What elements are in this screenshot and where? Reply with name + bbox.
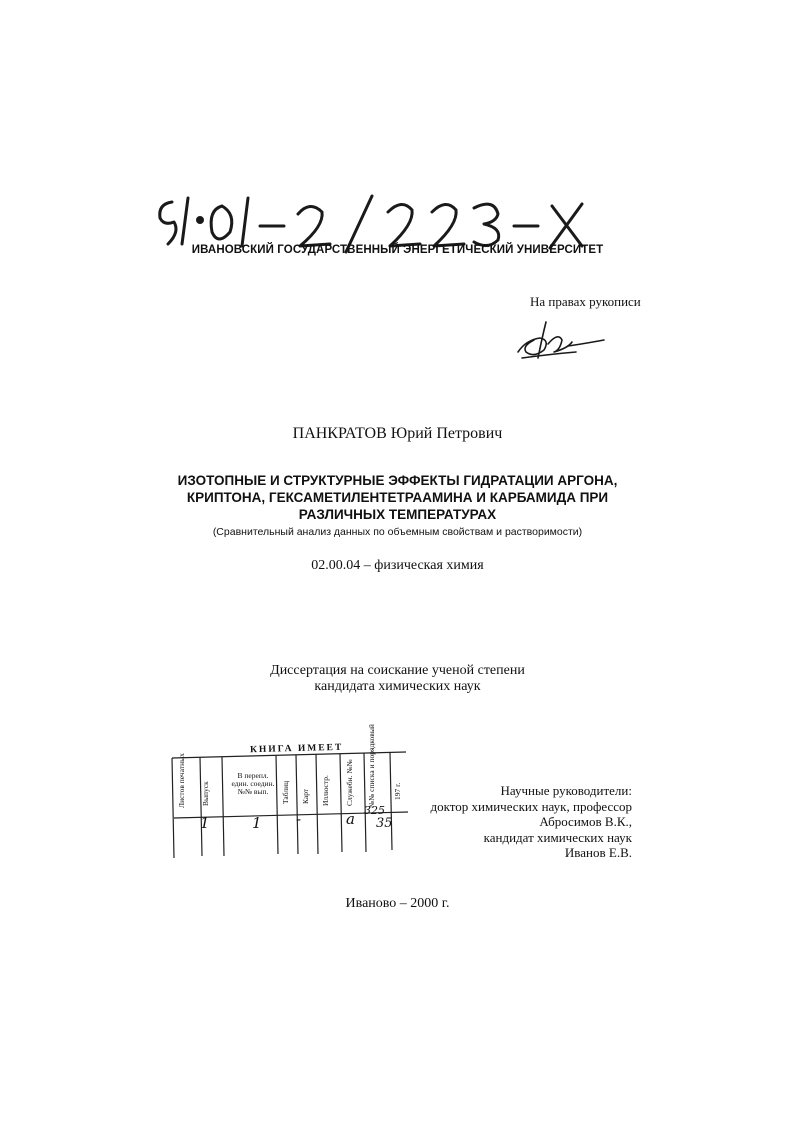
stamp-col-binding-l3: №№ вып. xyxy=(237,787,269,796)
advisors-label: Научные руководители: xyxy=(500,783,632,798)
advisor-1-name: Абросимов В.К., xyxy=(539,814,632,829)
author-name: ПАНКРАТОВ Юрий Петрович xyxy=(292,425,503,442)
stamp-value-order: 35 xyxy=(376,816,393,831)
stamp-value-service: a xyxy=(346,810,355,828)
stamp-col-maps: Карт xyxy=(301,788,310,804)
city-year: Иваново – 2000 г. xyxy=(345,896,450,911)
stamp-col-binding-l1: В перепл. xyxy=(237,771,269,780)
stamp-col-issue: Выпуск xyxy=(201,781,210,806)
title-line-2: КРИПТОНА, ГЕКСАМЕТИЛЕНТЕТРААМИНА И КАРБАМИДА ПРИ xyxy=(186,490,609,505)
title-line-1: ИЗОТОПНЫЕ И СТРУКТУРНЫЕ ЭФФЕКТЫ ГИДРАТАЦИИ АРГОНА, xyxy=(177,473,618,488)
advisors-block xyxy=(372,783,632,861)
advisor-2-degree: кандидат химических наук xyxy=(483,829,632,845)
dissertation-subtitle: (Сравнительный анализ данных по объемным свойствам и растворимости) xyxy=(212,526,583,538)
advisor-1-degree: доктор химических наук, профессор xyxy=(430,798,632,814)
degree-line-1: Диссертация на соискание ученой степени xyxy=(270,663,525,678)
university-name: ИВАНОВСКИЙ ГОСУДАРСТВЕННЫЙ ЭНЕРГЕТИЧЕСКИЙ УНИВЕРСИТЕТ xyxy=(191,244,604,256)
stamp-col-tables: Таблиц xyxy=(281,780,290,804)
specialty: 02.00.04 – физическая химия xyxy=(311,558,484,573)
title-line-3: РАЗЛИЧНЫХ ТЕМПЕРАТУРАХ xyxy=(298,507,497,522)
stamp-col-binding xyxy=(228,772,278,796)
stamp-col-binding-l2: един. соедин. xyxy=(231,779,275,788)
stamp-value-sheets: 1 xyxy=(200,814,210,832)
degree-line-2: кандидата химических наук xyxy=(314,679,481,694)
signature-icon xyxy=(512,318,612,362)
stamp-title: КНИГА ИМЕЕТ xyxy=(249,742,344,756)
stamp-col-illustrations: Иллюстр. xyxy=(321,775,330,806)
advisor-2-name: Иванов Е.В. xyxy=(564,845,632,860)
dissertation-title xyxy=(0,472,795,523)
rights-note: На правах рукописи xyxy=(530,294,641,309)
stamp-col-list-numbers: №№ списка и порядковый xyxy=(367,724,376,808)
stamp-value-binding: 1 xyxy=(252,814,262,832)
stamp-col-year: 197 г. xyxy=(393,782,402,800)
stamp-col-service-numbers: Служебн. №№ xyxy=(345,759,354,806)
stamp-value-maps: - xyxy=(296,810,302,828)
stamp-col-sheets: Листов печатных xyxy=(177,753,186,808)
stamp-value-list: 325 xyxy=(364,804,385,817)
